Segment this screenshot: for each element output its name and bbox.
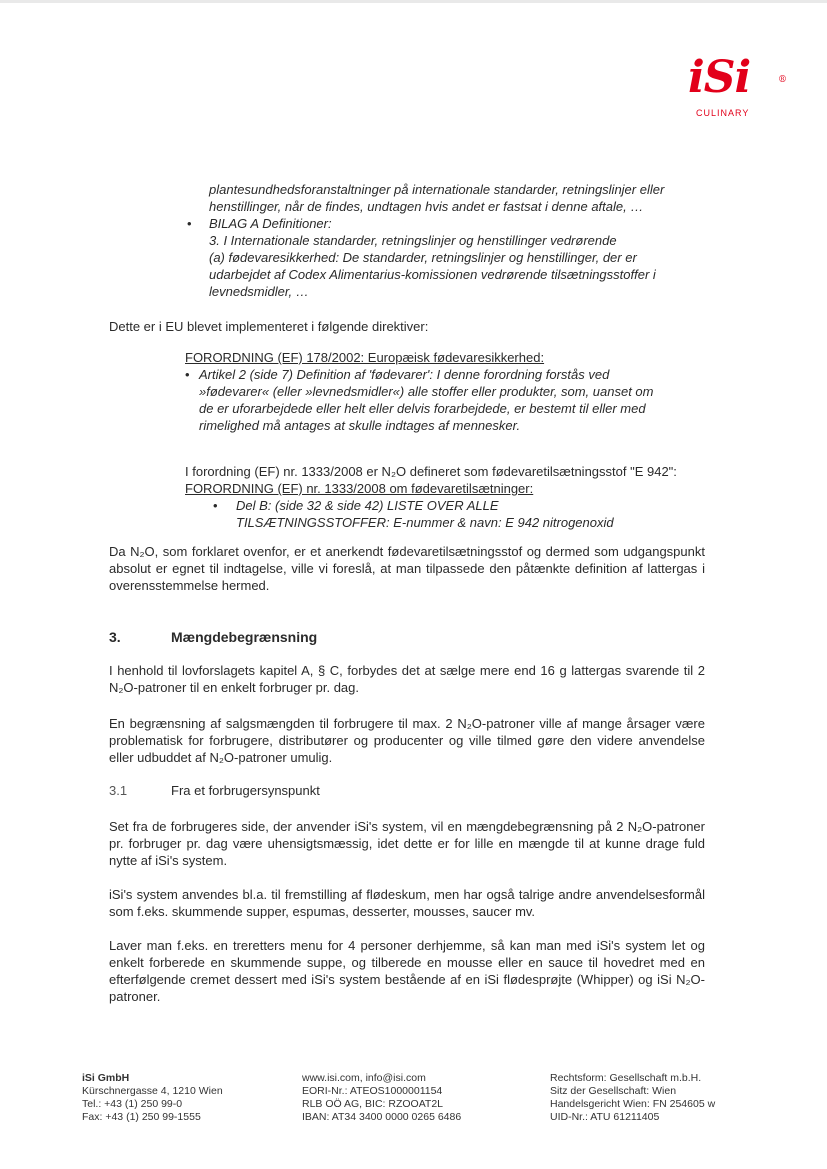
para-forbruger: Set fra de forbrugeres side, der anvender iSi's system, vil en mængdebegrænsning på 2 N₂O-patroner pr. forbruger pr. dag være uhensigtsmæssig, idet dette er for lille en mængde til at kunne drage fuld nytte af iSi's system.	[109, 819, 705, 868]
reg178-line-3: de er uforarbejdede eller helt eller delvis forarbejdede, er bestemt til eller med	[199, 401, 646, 416]
para-system: iSi's system anvendes bl.a. til fremstilling af flødeskum, men har også talrige andre anvendelsesformål som f.eks. skummende supper, espumas, desserter, mousses, saucer mv.	[109, 887, 705, 919]
reg1333-line-1: Del B: (side 32 & side 42) LISTE OVER ALLE	[236, 498, 499, 513]
reg178-line-4: rimelighed må antages at skulle indtages af mennesker.	[199, 418, 521, 433]
eu-intro: Dette er i EU blevet implementeret i følgende direktiver:	[109, 319, 429, 334]
reg178-line-2: »fødevarer« (eller »levnedsmidler«) alle stoffer eller produkter, som, uanset om	[199, 384, 654, 399]
para-n2o: Da N₂O, som forklaret ovenfor, er et anerkendt fødevaretilsætningsstof og dermed som udgangspunkt absolut er egnet til indtagelse, ville vi foreslå, at man tilpassede den påtænkte definition af lattergas i overensstemmelse hermed.	[109, 544, 705, 593]
isi-logo	[688, 52, 786, 118]
reg1333-line-2: TILSÆTNINGSSTOFFER: E-nummer & navn: E 942 nitrogenoxid	[236, 515, 614, 530]
para-lovforslag: I henhold til lovforslagets kapitel A, § C, forbydes det at sælge mere end 16 g lattergas svarende til 2 N₂O-patroner til en enkelt forbruger pr. dag.	[109, 663, 705, 695]
bullet-icon: •	[185, 367, 190, 382]
footer-company: iSi GmbH Kürschnergasse 4, 1210 Wien Tel.: +43 (1) 250 99-0 Fax: +43 (1) 250 99-1555	[82, 1072, 223, 1123]
bullet-icon: •	[213, 498, 218, 513]
reg178-line-1: Artikel 2 (side 7) Definition af 'fødevarer': I denne forordning forstås ved	[199, 367, 610, 382]
para-begraensning: En begrænsning af salgsmængden til forbrugere til max. 2 N₂O-patroner ville af mange årsager være problematisk for forbrugere, distributører og producenter og ville tilmed gøre den videre anvendelse eller udbuddet af N₂O-patroner umulig.	[109, 716, 705, 765]
subsection-title: Fra et forbrugersynspunkt	[171, 783, 320, 798]
section-number: 3.	[109, 629, 121, 645]
footer-contact: www.isi.com, info@isi.com EORI-Nr.: ATEOS1000001154 RLB OÖ AG, BIC: RZOOAT2L IBAN: AT34 3400 0000 0265 6486	[302, 1072, 462, 1123]
logo-wordmark: iSi ®	[688, 52, 786, 103]
logo-subtitle: CULINARY	[696, 108, 750, 118]
bilag-line-3: udarbejdet af Codex Alimentarius-komissionen vedrørende tilsætningsstoffer i	[209, 267, 656, 282]
reg178-title: FORORDNING (EF) 178/2002: Europæisk fødevaresikkerhed:	[185, 350, 545, 365]
bilag-line-2: (a) fødevaresikkerhed: De standarder, retningslinjer og henstillinger, der er	[209, 250, 637, 265]
subsection-number: 3.1	[109, 783, 128, 798]
section-title: Mængdebegrænsning	[171, 629, 318, 645]
footer-legal: Rechtsform: Gesellschaft m.b.H. Sitz der Gesellschaft: Wien Handelsgericht Wien: FN 254605 w UID-Nr.: ATU 61211405	[550, 1072, 716, 1123]
bilag-line-1: 3. I Internationale standarder, retningslinjer og henstillinger vedrørende	[209, 233, 617, 248]
bilag-title: BILAG A Definitioner:	[209, 216, 332, 231]
reg1333-intro: I forordning (EF) nr. 1333/2008 er N₂O defineret som fødevaretilsætningsstof "E 942":	[185, 464, 677, 479]
quote-line-1: plantesundhedsforanstaltninger på internationale standarder, retningslinjer eller	[209, 182, 665, 197]
bilag-line-4: levnedsmidler, …	[209, 284, 309, 299]
top-border	[0, 0, 827, 3]
bullet-icon: •	[187, 216, 192, 231]
reg1333-title: FORORDNING (EF) nr. 1333/2008 om fødevaretilsætninger:	[185, 481, 534, 496]
quote-line-2: henstillinger, når de findes, undtagen hvis andet er fastsat i denne aftale, …	[209, 199, 644, 214]
para-menu: Laver man f.eks. en treretters menu for 4 personer derhjemme, så kan man med iSi's system let og enkelt forberede en skummende suppe, og tilberede en mousse eller en sauce til hovedret med en efterfølgende cremet dessert med iSi's system bestående af en iSi flødesprøjte (Whipper) og iSi N₂O-patroner.	[109, 938, 705, 1004]
